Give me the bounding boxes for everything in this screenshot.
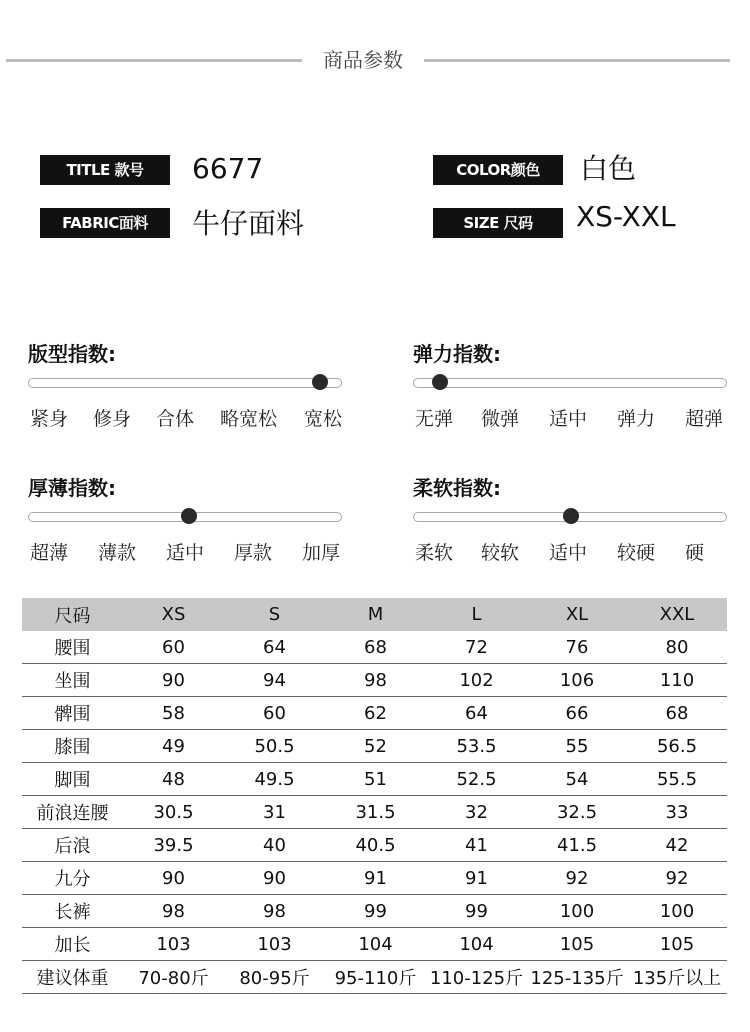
table-cell: 99 (465, 900, 488, 922)
header-divider-left (6, 59, 302, 62)
table-cell: 64 (465, 702, 488, 724)
table-row (22, 895, 727, 928)
table-cell: 105 (659, 933, 695, 955)
gauge-labels (28, 538, 348, 564)
table-cell: 58 (162, 702, 185, 724)
table-cell: 48 (162, 768, 185, 790)
table-cell: 51 (364, 768, 387, 790)
table-cell: 30.5 (153, 801, 194, 823)
gauge-label: 无弹 (415, 408, 454, 430)
table-cell: 91 (465, 867, 488, 889)
gauge-label: 略宽松 (220, 408, 278, 430)
table-cell: 54 (565, 768, 589, 790)
table-cell: 49 (162, 735, 185, 757)
table-cell: 90 (263, 867, 286, 889)
table-cell: 92 (665, 867, 689, 889)
table-row (22, 664, 727, 697)
table-cell: 55 (565, 735, 589, 757)
column-header: XL (527, 598, 627, 631)
table-cell: 94 (263, 669, 286, 691)
table-cell: 104 (459, 933, 494, 955)
gauge-label: 硬 (685, 542, 705, 564)
row-header-cell: 脚围 (54, 770, 91, 791)
row-header-cell: 长裤 (54, 902, 91, 923)
table-row (22, 697, 727, 730)
table-cell: 80-95斤 (239, 968, 310, 989)
table-cell: 102 (459, 669, 494, 691)
table-cell: 72 (465, 636, 488, 658)
gauge-label: 适中 (549, 408, 588, 430)
table-cell: 52.5 (456, 768, 497, 790)
table-cell: 100 (559, 900, 595, 922)
size-table (22, 598, 727, 994)
gauge-label: 较软 (481, 542, 520, 564)
gauge-title: 柔软指数: (413, 476, 501, 500)
table-row (22, 829, 727, 862)
table-cell: 90 (162, 867, 185, 889)
section-header (0, 44, 750, 76)
table-cell: 100 (659, 900, 695, 922)
gauge-track (28, 378, 342, 388)
header-divider-right (424, 59, 730, 62)
table-cell: 55.5 (656, 768, 698, 790)
gauge-title: 厚薄指数: (28, 476, 116, 500)
table-cell: 103 (156, 933, 191, 955)
gauge-labels (413, 404, 733, 430)
gauge-knob (181, 508, 197, 524)
table-cell: 70-80斤 (138, 968, 209, 989)
gauge-label: 适中 (549, 542, 588, 564)
gauge-label: 合体 (156, 408, 195, 430)
table-cell: 32 (465, 801, 488, 823)
table-cell: 104 (358, 933, 393, 955)
table-cell: 105 (559, 933, 595, 955)
gauge-track (413, 378, 727, 388)
fabric-value: 牛仔面料 (192, 207, 305, 240)
table-cell: 56.5 (656, 735, 698, 757)
table-cell: 99 (364, 900, 387, 922)
size-value: XS-XXL (576, 200, 676, 233)
table-cell: 106 (559, 669, 595, 691)
table-cell: 110-125斤 (429, 968, 524, 989)
gauge-title: 版型指数: (28, 342, 116, 366)
table-cell: 42 (665, 834, 689, 856)
title-label: TITLE 款号 (40, 155, 170, 185)
table-cell: 95-110斤 (334, 968, 417, 989)
column-header: XS (123, 598, 224, 631)
table-cell: 103 (257, 933, 292, 955)
table-cell: 125-135斤 (530, 968, 624, 989)
fabric-label: FABRIC面料 (40, 208, 170, 238)
table-cell: 98 (364, 669, 387, 691)
row-header-cell: 膝围 (54, 737, 91, 758)
table-cell: 53.5 (456, 735, 497, 757)
table-cell: 135斤以上 (632, 968, 722, 989)
table-row (22, 631, 727, 664)
gauge-label: 超弹 (685, 408, 724, 430)
gauge-labels (413, 538, 733, 564)
gauge-label: 弹力 (617, 408, 656, 430)
table-cell: 50.5 (254, 735, 295, 757)
row-header-cell: 九分 (54, 869, 91, 890)
table-cell: 60 (263, 702, 286, 724)
table-row (22, 763, 727, 796)
gauge-label: 柔软 (415, 542, 454, 564)
table-cell: 98 (263, 900, 286, 922)
gauge-label: 加厚 (302, 542, 341, 564)
table-cell: 40.5 (355, 834, 396, 856)
table-cell: 92 (565, 867, 589, 889)
gauge-label: 较硬 (617, 542, 656, 564)
row-header-cell: 建议体重 (36, 968, 109, 989)
gauge-label: 超薄 (30, 542, 69, 564)
table-cell: 80 (665, 636, 689, 658)
table-cell: 31 (263, 801, 286, 823)
table-cell: 91 (364, 867, 387, 889)
color-value: 白色 (580, 152, 637, 185)
table-row (22, 862, 727, 895)
table-cell: 39.5 (153, 834, 194, 856)
gauge-label: 微弹 (481, 408, 520, 430)
row-header-cell: 前浪连腰 (36, 803, 109, 824)
column-header: L (426, 598, 527, 631)
row-header-cell: 腰围 (54, 638, 91, 659)
row-header-cell: 坐围 (54, 671, 91, 692)
table-row (22, 961, 727, 994)
gauge-label: 宽松 (304, 408, 343, 430)
title-value: 6677 (192, 152, 264, 185)
row-header-cell: 加长 (54, 935, 91, 956)
gauge-label: 薄款 (98, 542, 137, 564)
table-cell: 68 (665, 702, 689, 724)
table-cell: 52 (364, 735, 387, 757)
table-cell: 31.5 (355, 801, 396, 823)
table-cell: 90 (162, 669, 185, 691)
table-cell: 68 (364, 636, 387, 658)
table-cell: 40 (263, 834, 286, 856)
table-cell: 66 (565, 702, 589, 724)
table-row (22, 928, 727, 961)
table-cell: 60 (162, 636, 185, 658)
gauge-label: 适中 (166, 542, 205, 564)
gauge-label: 厚款 (234, 542, 273, 564)
table-cell: 41 (465, 834, 488, 856)
table-header-row (22, 598, 727, 631)
table-row (22, 730, 727, 763)
gauge-labels (28, 404, 348, 430)
section-title: 商品参数 (323, 48, 403, 72)
table-cell: 62 (364, 702, 387, 724)
table-row (22, 796, 727, 829)
table-cell: 110 (659, 669, 695, 691)
table-cell: 32.5 (556, 801, 598, 823)
column-header: M (325, 598, 426, 631)
gauge-knob (432, 374, 448, 390)
row-header-cell: 髀围 (54, 704, 91, 725)
gauge-label: 紧身 (30, 408, 69, 430)
row-header-cell: 后浪 (54, 836, 91, 857)
table-cell: 49.5 (254, 768, 295, 790)
table-cell: 33 (665, 801, 689, 823)
table-cell: 41.5 (556, 834, 598, 856)
column-header: 尺码 (22, 598, 123, 631)
column-header: XXL (627, 598, 727, 631)
column-header: S (224, 598, 325, 631)
gauge-title: 弹力指数: (413, 342, 501, 366)
table-cell: 76 (565, 636, 589, 658)
size-label: SIZE 尺码 (433, 208, 563, 238)
gauge-label: 修身 (93, 408, 132, 430)
color-label: COLOR颜色 (433, 155, 563, 185)
gauge-knob (563, 508, 579, 524)
table-cell: 64 (263, 636, 286, 658)
table-cell: 98 (162, 900, 185, 922)
